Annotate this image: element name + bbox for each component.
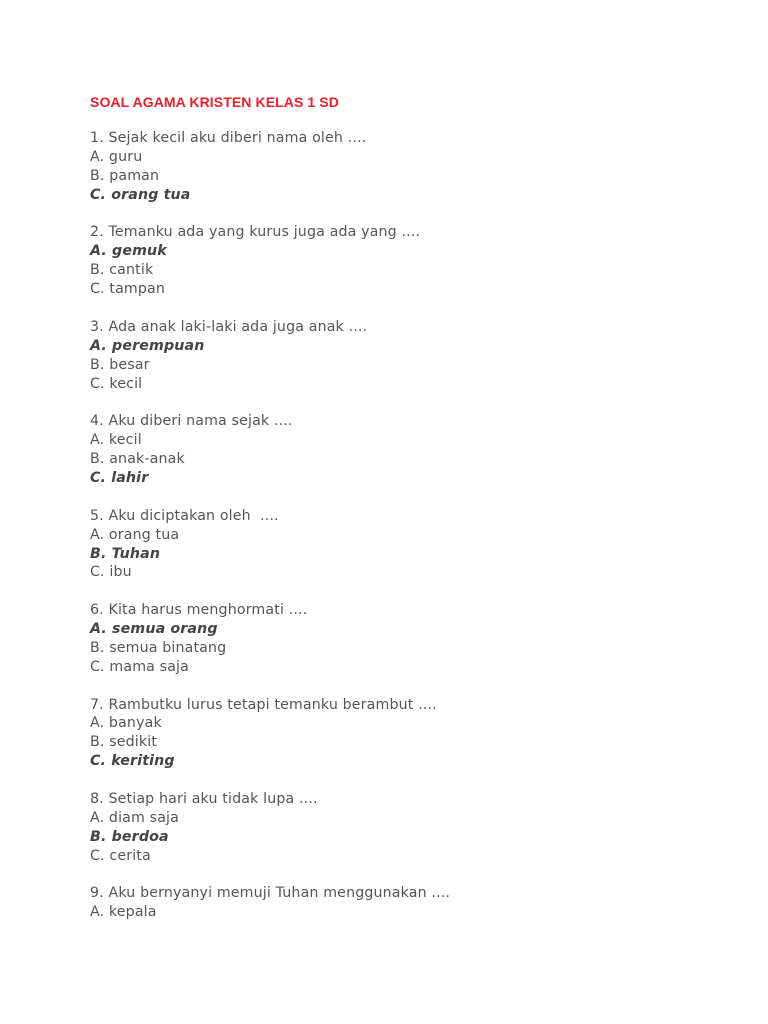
correct-answer-option: B. Tuhan [90, 545, 161, 562]
question-text: 6. Kita harus menghormati .... [90, 602, 308, 619]
answer-option: B. cantik [90, 262, 154, 279]
question-1 [90, 129, 730, 205]
question-3 [90, 318, 730, 394]
question-8 [90, 790, 730, 866]
correct-answer-option: C. keriting [90, 753, 175, 770]
question-text: 4. Aku diberi nama sejak .... [90, 413, 293, 430]
answer-option: A. orang tua [90, 526, 180, 543]
question-text: 9. Aku bernyanyi memuji Tuhan menggunakan .... [90, 885, 451, 902]
question-text: 5. Aku diciptakan oleh .... [90, 507, 279, 524]
question-text: 8. Setiap hari aku tidak lupa .... [90, 790, 318, 807]
correct-answer-option: C. orang tua [90, 186, 191, 203]
question-list [90, 129, 730, 922]
question-text: 2. Temanku ada yang kurus juga ada yang .... [90, 224, 421, 241]
answer-option: A. kepala [90, 904, 157, 921]
answer-option: B. semua binatang [90, 639, 227, 656]
answer-option: B. paman [90, 167, 160, 184]
answer-option: A. kecil [90, 432, 142, 449]
answer-option: C. mama saja [90, 658, 189, 675]
question-9 [90, 884, 730, 922]
question-text: 7. Rambutku lurus tetapi temanku berambut .... [90, 696, 437, 713]
question-2 [90, 223, 730, 299]
question-text: 3. Ada anak laki-laki ada juga anak .... [90, 318, 368, 335]
correct-answer-option: A. perempuan [90, 337, 205, 354]
question-5 [90, 507, 730, 583]
answer-option: A. guru [90, 148, 143, 165]
correct-answer-option: A. gemuk [90, 243, 167, 260]
correct-answer-option: C. lahir [90, 469, 149, 486]
answer-option: C. cerita [90, 847, 151, 864]
answer-option: A. banyak [90, 715, 162, 732]
answer-option: A. diam saja [90, 809, 179, 826]
question-7 [90, 696, 730, 772]
answer-option: B. sedikit [90, 734, 158, 751]
answer-option: C. ibu [90, 564, 132, 581]
correct-answer-option: A. semua orang [90, 621, 218, 638]
question-4 [90, 412, 730, 488]
answer-option: B. besar [90, 356, 150, 373]
question-text: 1. Sejak kecil aku diberi nama oleh .... [90, 130, 367, 146]
document-title: SOAL AGAMA KRISTEN KELAS 1 SD [90, 94, 339, 110]
answer-option: C. tampan [90, 281, 166, 298]
answer-option: C. kecil [90, 375, 143, 392]
answer-option: B. anak-anak [90, 451, 185, 468]
document-body [90, 93, 730, 941]
question-6 [90, 601, 730, 677]
correct-answer-option: B. berdoa [90, 828, 169, 845]
